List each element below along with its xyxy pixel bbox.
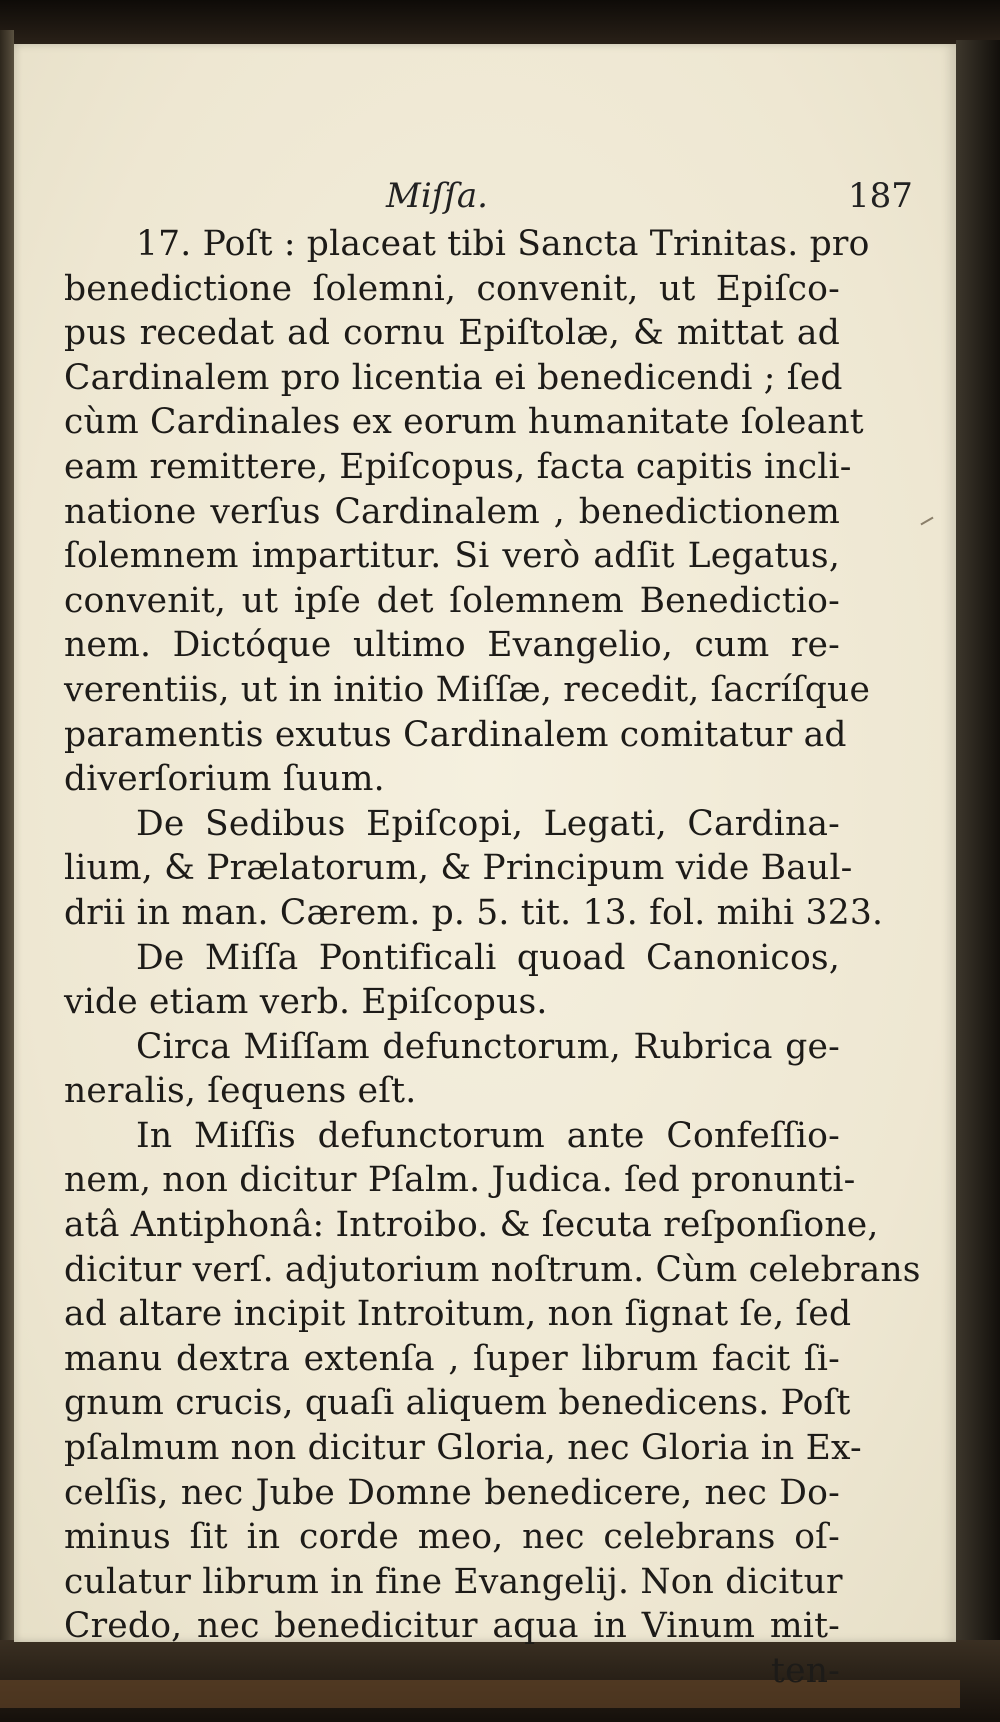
page-header [14, 176, 956, 226]
text-line: pus recedat ad cornu Epiſtolæ, & mittat ad [64, 313, 840, 354]
book-page [14, 44, 956, 1691]
text-line: minus ſit in corde meo, nec celebrans oſ- [64, 1517, 840, 1558]
text-line: dicitur verſ. adjutorium noſtrum. Cùm celebrans [64, 1249, 921, 1290]
text-line: ten- [771, 1651, 840, 1691]
text-line: verentiis, ut in initio Miſſæ, recedit, ſacríſque [64, 669, 871, 710]
margin-mark [920, 517, 933, 526]
page-number: 187 [848, 176, 913, 216]
text-line: ad altare incipit Introitum, non ſignat ſe, ſed [64, 1294, 852, 1335]
text-line: nem, non dicitur Pſalm. Judica. ſed pronunti- [64, 1160, 856, 1201]
text-line: natione verſus Cardinalem , benedictionem [64, 491, 840, 532]
text-line: vide etiam verb. Epiſcopus. [64, 982, 548, 1023]
text-line: Cardinalem pro licentia ei benedicendi ; ſed [64, 357, 843, 398]
text-line: De Miſſa Pontificali quoad Canonicos, [136, 937, 840, 978]
text-line: gnum crucis, quaſi aliquem benedicens. Poſt [64, 1383, 851, 1424]
body-text [64, 222, 921, 1694]
book-right-edge [956, 40, 1000, 1722]
text-line: Credo, nec benedicitur aqua in Vinum mit- [64, 1606, 840, 1647]
text-line: diverſorium ſuum. [64, 759, 385, 800]
text-line: In Miſſis defunctorum ante Confeſſio- [136, 1115, 840, 1156]
text-line: celſis, nec Jube Domne benedicere, nec Do- [64, 1472, 840, 1513]
running-title: Miſſa. [386, 176, 488, 216]
text-line: manu dextra extenſa , ſuper librum facit ſi- [64, 1338, 840, 1379]
text-line: neralis, ſequens eſt. [64, 1071, 417, 1112]
text-line: paramentis exutus Cardinalem comitatur ad [64, 714, 847, 755]
text-line: nem. Dictóque ultimo Evangelio, cum re- [64, 625, 840, 666]
book-spine-top [0, 0, 1000, 46]
text-line: cùm Cardinales ex eorum humanitate ſoleant [64, 402, 864, 443]
text-line: benedictione ſolemni, convenit, ut Epiſco- [64, 268, 840, 309]
text-line: ſolemnem impartitur. Si verò adſit Legatus, [64, 536, 840, 577]
text-line: pſalmum non dicitur Gloria, nec Gloria in Ex- [64, 1428, 862, 1469]
text-line: Circa Miſſam defunctorum, Rubrica ge- [136, 1026, 840, 1067]
book-left-edge [0, 30, 14, 1722]
text-line: 17. Poſt : placeat tibi Sancta Trinitas. pro [136, 224, 870, 264]
text-line: eam remittere, Epiſcopus, facta capitis incli- [64, 446, 852, 487]
text-line: convenit, ut ipſe det ſolemnem Benedictio- [64, 580, 840, 621]
text-line: drii in man. Cærem. p. 5. tit. 13. fol. mihi 323. [64, 892, 884, 933]
text-line: De Sedibus Epiſcopi, Legati, Cardina- [136, 803, 840, 844]
text-line: atâ Antiphonâ: Introibo. & ſecuta reſponſione, [64, 1205, 879, 1246]
text-line: culatur librum in fine Evangelij. Non dicitur [64, 1561, 843, 1602]
text-line: lium, & Prælatorum, & Principum vide Baul- [64, 848, 853, 889]
